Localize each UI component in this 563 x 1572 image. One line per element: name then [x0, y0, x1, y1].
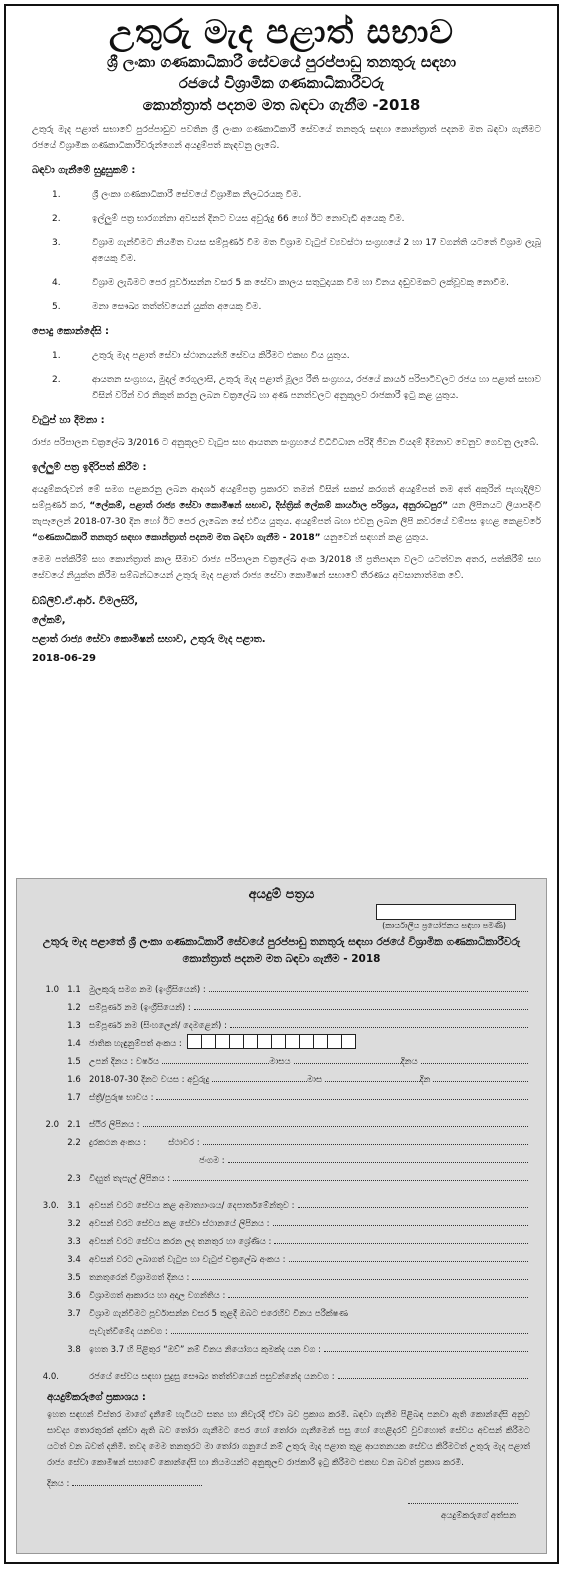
field-row: 4.0. රජයේ සේවය සඳහා සුදුසු සෞඛ්‍ය තත්ත්වයෙන් පසුවන්නේද යනවග :: [17, 1364, 546, 1382]
signatory-office: පළාත් රාජ්‍ය සේවා කොමිෂන් සභාව, උතුරු මැද පළාත.: [32, 634, 266, 645]
item-number: 3.: [52, 238, 61, 248]
retirement-date-field[interactable]: [192, 1279, 528, 1280]
field-row: 3.5 තනතුරෙන් විශ්‍රාමගත් දිනය :: [17, 1265, 546, 1283]
disciplinary-inquiry-field[interactable]: [171, 1333, 528, 1334]
field-row: 1.6 2018-07-30 දිනට වයස : අවුරුදු මාස දින: [17, 1067, 546, 1085]
list-item: [6, 348, 557, 364]
item-text: විශ්‍රාම ලැබීමට පෙර පූර්වාසන්න වසර 5 ක සේවා කාලය සතුටුදායක වීම හා විනය දඬුවමකට ලක්වූවකු නොවීම.: [92, 278, 509, 288]
signature-label: අයදුම්කරුගේ අත්සන: [441, 1511, 516, 1521]
field-label: විශ්‍රාමගත් ආකාරය හා අදාල වගන්තිය :: [89, 1291, 226, 1301]
field-row: [17, 1507, 546, 1521]
field-row: 2.0 2.1 ස්ථිර ලිපිනය :: [17, 1112, 546, 1130]
name-initials-field[interactable]: [209, 991, 528, 992]
item-number: 4.: [52, 278, 61, 288]
signatory-designation: ලේකම්,: [32, 615, 66, 626]
field-row: 3.2 අවසන් වරට සේවය කළ සේවා ස්ථානයේ ලිපිනය :: [17, 1211, 546, 1229]
last-ministry-field[interactable]: [298, 1207, 528, 1208]
signature-field[interactable]: [408, 1503, 518, 1504]
birth-year-field[interactable]: [162, 1063, 269, 1064]
last-post-grade-field[interactable]: [274, 1243, 528, 1244]
office-use-box: [376, 904, 516, 920]
gender-field[interactable]: [156, 1099, 528, 1100]
application-paragraph: [6, 482, 557, 546]
form-heading: උතුරු මැද පළාතේ ශ්‍රී ලංකා ගණකාධිකාරී සේවයේ පුරප්පාඩු තනතුරු සඳහා රජයේ විශ්‍රාමික ගණකාධිකාරීවරු කොන්ත්‍රාත් පදනම මත බඳවා ගැනීම - 2018: [42, 936, 521, 965]
salary-heading: වැටුප් හා දීමනා :: [32, 415, 105, 426]
field-row: 3.4 අවසන් වරට ලබාගත් වැටුප හා වැටුප් චක්‍රලේඛ අංකය :: [17, 1247, 546, 1265]
field-row: 2.2 දුරකථන අංකය : ස්ථාවර :: [17, 1130, 546, 1148]
field-row: 1.5 උපන් දිනය : වර්ෂය මාසය දිනය: [17, 1049, 546, 1067]
list-item: [6, 187, 557, 203]
field-label: සම්පූර්ණ නම (ඉංග්‍රීසියෙන්) :: [89, 1003, 191, 1013]
field-label: දිනය :: [47, 1479, 70, 1489]
field-row: 3.6 විශ්‍රාමගත් ආකාරය හා අදාල වගන්තිය :: [17, 1283, 546, 1301]
field-label: අවසන් වරට සේවය කරන ලද තනතුර හා ශ්‍රේණිය :: [89, 1237, 272, 1247]
field-label: තනතුරෙන් විශ්‍රාමගත් දිනය :: [89, 1273, 190, 1283]
declaration-date-field[interactable]: [72, 1485, 202, 1486]
nic-number-boxes[interactable]: [188, 1034, 356, 1049]
field-row: [17, 1471, 546, 1489]
field-label: ස්ථාවර :: [168, 1138, 200, 1148]
field-row: 1.2 සම්පූර්ණ නම (ඉංග්‍රීසියෙන්) :: [17, 995, 546, 1013]
office-use-row: [17, 904, 546, 920]
field-label: ඉහත 3.7 හි පිළිතුර “ඔව්” නම් විනය නියෝගය කුමක්ද යන වග :: [89, 1345, 322, 1355]
field-row: 1.0 1.1 මුලකුරු සමග නම (ඉංග්‍රීසියෙන්) :: [17, 977, 546, 995]
signature-date: 2018-06-29: [32, 653, 96, 664]
item-number: 1.: [52, 190, 61, 200]
birth-day-field[interactable]: [421, 1063, 528, 1064]
signatory-name: ඩබ්ලිව්.ඒ.ආර්. විමලසිරි,: [32, 596, 139, 607]
field-row: [17, 1148, 546, 1166]
field-label: දිනය: [400, 1057, 418, 1067]
field-row: 3.8 ඉහත 3.7 හි පිළිතුර “ඔව්” නම් විනය නියෝගය කුමක්ද යන වග :: [17, 1337, 546, 1355]
field-label: විද්‍යුත් තැපැල් ලිපිනය :: [89, 1174, 171, 1184]
list-item: [6, 372, 557, 404]
field-label: මුලකුරු සමග නම (ඉංග්‍රීසියෙන්) :: [89, 985, 206, 995]
field-row: 3.7 විශ්‍රාම ගැන්වීමට පූර්වාසන්න වසර 5 තුළදී ඔබට එරෙහිව විනය පරීක්ෂණ: [67, 1309, 348, 1319]
postal-address: “ලේකම්, පළාත් රාජ්‍ය සේවා කොමිෂන් සභාව, දිස්ත්‍රික් ලේකම් කාර්යාල පරිශ්‍රය, අනුරාධපුර”: [89, 501, 449, 511]
field-label: සම්පූර්ණ නම (සිංහලෙන්/ දෙමළෙන්) :: [89, 1021, 227, 1031]
disciplinary-order-field[interactable]: [324, 1351, 528, 1352]
last-workplace-address-field[interactable]: [273, 1225, 528, 1226]
list-item: [6, 211, 557, 227]
field-label: ස්ත්‍රී/පුරුෂ භාවය :: [89, 1093, 154, 1103]
subtitle-line-2: රජයේ විශ්‍රාමික ගණකාධිකාරීවරු: [178, 74, 385, 92]
application-heading: ඉල්ලුම් පත්‍ර ඉදිරිපත් කිරීම :: [32, 462, 147, 473]
email-field[interactable]: [173, 1180, 528, 1181]
field-row: 1.4 ජාතික හැඳුනුම්පත් අංකය :: [17, 1031, 546, 1049]
form-title: අයදුම් පත්‍රය: [248, 887, 315, 902]
field-label: දින: [419, 1075, 431, 1085]
field-label: අවසන් වරට ලබාගත් වැටුප හා වැටුප් චක්‍රලේඛ අංකය :: [89, 1255, 286, 1265]
health-status-field[interactable]: [338, 1378, 528, 1379]
field-label: දුරකථන අංකය :: [89, 1138, 147, 1148]
qualifications-heading: බඳවා ගැනීමේ සුදුසුකම් :: [32, 165, 136, 176]
field-row: 1.3 සම්පූර්ණ නම (සිංහලෙන්/ දෙමළෙන්) :: [17, 1013, 546, 1031]
field-label: ජාතික හැඳුනුම්පත් අංකය :: [89, 1039, 182, 1049]
field-row: 1.7 ස්ත්‍රී/පුරුෂ භාවය :: [17, 1085, 546, 1103]
permanent-address-field[interactable]: [143, 1126, 528, 1127]
subtitle-line-1: ශ්‍රී ලංකා ගණකාධිකාරී සේවයේ පුරප්පාඩු තනතුරු සඳහා: [106, 53, 457, 71]
office-use-note: (කාර්යාලීය ප්‍රයෝජනය සඳහා පමණි): [382, 921, 506, 930]
terms-paragraph: මෙම පත්කිරීම් සහ කොන්ත්‍රාත් කාල සීමාව රාජ්‍ය පරිපාලන චක්‍රලේඛ අංක 3/2018 හි ප්‍රතිපාදන වලට යටත්වන අතර, පත්කිරීම් සහ සේවයේ නියුක්ත කිරීම සම්බන්ධයෙන් උතුරු මැද පළාත් රාජ්‍ය සේවා කොමිෂන් සභාවේ තීරණය අවසානාත්මක වේ.: [32, 555, 541, 581]
declaration-text: ඉහත සඳහන් විස්තර මාගේ දැනීමේ හැටියට සත්‍ය හා නිවැරදි ඒවා බව ප්‍රකාශ කරමි. බඳවා ගැනීම පිළිබඳ පනවා ඇති කොන්දේසි අනුව සාවද්‍ය තොරතුරක් දක්වා ඇති බව තෝරා ගැනීමට පෙර හෝ තෝරා ගැනීමෙන් පසු හෝ හෙළිදරව් වුවහොත් සේවය අවසන් කිරීමට යටත් වන බවත් දනිමි. තවද මෙම තනතුරට මා තෝරා ගනුයේ නම් උතුරු මැද පළාත තුළ ආයතනයක සේවය කිරීමටත් උතුරු මැද පළාත් රාජ්‍ය සේවා කොමිෂන් සභාවේ කොන්දේසි හා නියමයන්ට අනුකූලව රාජකාරී ඉටු කිරීමට එකඟ වන බවත් ප්‍රකාශ කරමි.: [47, 1410, 530, 1468]
field-label: මාසය: [269, 1057, 291, 1067]
conditions-heading: පොදු කොන්දේසි :: [32, 326, 110, 337]
age-days-field[interactable]: [433, 1081, 528, 1082]
item-text: ඉල්ලුම් පත්‍ර භාරගන්නා අවසන් දිනට වයස අවුරුදු 66 හෝ ඊට නොවැඩි අයෙකු වීම.: [92, 214, 405, 224]
item-number: 5.: [52, 302, 61, 312]
field-label: ජංගම :: [199, 1156, 225, 1166]
field-row: [17, 1319, 546, 1337]
application-text: යනුවෙන් සඳහන් කළ යුතුය.: [320, 533, 429, 543]
declaration-heading: අයදුම්කරුගේ ප්‍රකාශය :: [47, 1392, 146, 1403]
field-row: 2.3 විද්‍යුත් තැපැල් ලිපිනය :: [17, 1166, 546, 1184]
field-label: පැවැත්වීමේද යනවග :: [89, 1327, 168, 1337]
intro-paragraph: උතුරු මැද පළාත් සභාවේ පුරප්පාඩුව පවතින ශ්‍රී ලංකා ගණකාධිකාරී සේවයේ තනතුරු සඳහා කොන්ත්‍රාත් පදනම මත බඳවා ගැනීමට රජයේ විශ්‍රාමික ගණකාධිකාරීවරුන්ගෙන් අයදුම්පත් කැඳවනු ලැබේ.: [32, 125, 541, 151]
item-number: 2.: [52, 375, 61, 385]
field-label: ස්ථිර ලිපිනය :: [89, 1120, 140, 1130]
landline-field[interactable]: [203, 1144, 528, 1145]
mobile-field[interactable]: [228, 1162, 528, 1163]
field-label: අවසන් වරට සේවය කළ අමාත්‍යාංශය/ දෙපාර්තමේන්තුව :: [89, 1201, 295, 1211]
field-label: රජයේ සේවය සඳහා සුදුසු සෞඛ්‍ය තත්ත්වයෙන් පසුවන්නේද යනවග :: [89, 1372, 335, 1382]
subtitle-line-3: කොන්ත්‍රාත් පදනම මත බඳවා ගැනීම -2018: [142, 96, 421, 114]
field-label: මාස: [307, 1075, 323, 1085]
application-text: අයදුම්කරුවන් මේ සමග පළකරනු ලබන ආදර්ශ අයදුම්පත්‍ර ප්‍රකාරව තමන් විසින් සකස් කරගත් අයදුම්පත් තම අත් අකුරින් පැහැදිලිව සම්පූර්ණ කර,: [32, 485, 541, 511]
salary-paragraph: රාජ්‍ය පරිපාලන චක්‍රලේඛ 3/2016 ට අනුකූලව වැටුප සහ ආයතන සංග්‍රහයේ විධිවිධාන පරිදි ජීවන වියදම් දීමනාව වෙනුව ගෙවනු ලැබේ.: [32, 438, 539, 448]
signature-block: [6, 592, 557, 668]
item-number: 1.: [52, 351, 61, 361]
item-text: ආයතන සංග්‍රහය, මුදල් රෙගුලාසි, උතුරු මැද පළාත් මූල්‍ය රීති සංග්‍රහය, රජයේ කාර්ය පරිපාටිවලට රජය හා පළාත් සභාව විසින් වරින් වර නිකුත් කරනු ලබන චක්‍රලේඛ හා අණ පනත්වලට අනුකූලව රාජකාරී ඉටු කළ යුතුය.: [92, 375, 541, 401]
envelope-caption: “ගණකාධිකාරී තනතුර සඳහා කොන්ත්‍රාත් පදනම මත බඳවා ගැනීම - 2018”: [32, 533, 321, 543]
list-item: [6, 299, 557, 315]
list-item: [6, 275, 557, 291]
application-form: [16, 878, 547, 1554]
application-text: යන ලිපිනයට ලියාපදිංචි තැපෑලෙන් 2018-07-30 දින හෝ ඊට පෙර ලැබෙන සේ එවිය යුතුය. අයදුම්පත් බහා එවනු ලබන ලිපි කවරයේ වම්පස ඉහළ කෙළවරේ: [32, 501, 542, 527]
item-text: ශ්‍රී ලංකා ගණකාධිකාරී සේවයේ විශ්‍රාමික නිලධරයකු වීම.: [92, 190, 302, 200]
field-label: 2018-07-30 දිනට වයස : අවුරුදු: [89, 1075, 210, 1085]
field-label: උපන් දිනය : වර්ෂය: [89, 1057, 160, 1067]
field-label: අවසන් වරට සේවය කළ සේවා ස්ථානයේ ලිපිනය :: [89, 1219, 270, 1229]
field-row: [17, 1489, 546, 1507]
field-row: 3.3 අවසන් වරට සේවය කරන ලද තනතුර හා ශ්‍රේණිය :: [17, 1229, 546, 1247]
item-text: උතුරු මැද පළාත් සේවා ස්ථානයන්හි සේවය කිරීමට එකඟ විය යුතුය.: [92, 351, 350, 361]
age-years-field[interactable]: [212, 1081, 307, 1082]
page-title: උතුරු මැද පළාත් සභාව: [108, 12, 455, 51]
field-label: විශ්‍රාම ගැන්වීමට පූර්වාසන්න වසර 5 තුළදී ඔබට එරෙහිව විනය පරීක්ෂණ: [89, 1309, 348, 1319]
birth-month-field[interactable]: [294, 1063, 401, 1064]
retirement-type-field[interactable]: [228, 1297, 528, 1298]
advertisement-page: [4, 4, 559, 1564]
age-months-field[interactable]: [325, 1081, 420, 1082]
item-text: මනා සෞඛ්‍ය තත්ත්වයෙන් යුක්ත අයෙකු වීම.: [92, 302, 262, 312]
last-salary-field[interactable]: [289, 1261, 529, 1262]
item-text: විශ්‍රාම ගැන්වීමට නියමිත වයස සම්පූර්ණ වීම මත විශ්‍රාම වැටුප් ව්‍යවස්ථා සංග්‍රහයේ 2 හා 17 වගන්ති යටතේ විශ්‍රාම ලැබූ අයෙකු වීම.: [92, 238, 541, 264]
full-name-english-field[interactable]: [194, 1009, 528, 1010]
full-name-sinhala-field[interactable]: [230, 1027, 528, 1028]
list-item: [6, 235, 557, 267]
item-number: 2.: [52, 214, 61, 224]
field-row: 3.0. 3.1 අවසන් වරට සේවය කළ අමාත්‍යාංශය/ දෙපාර්තමේන්තුව :: [17, 1193, 546, 1211]
